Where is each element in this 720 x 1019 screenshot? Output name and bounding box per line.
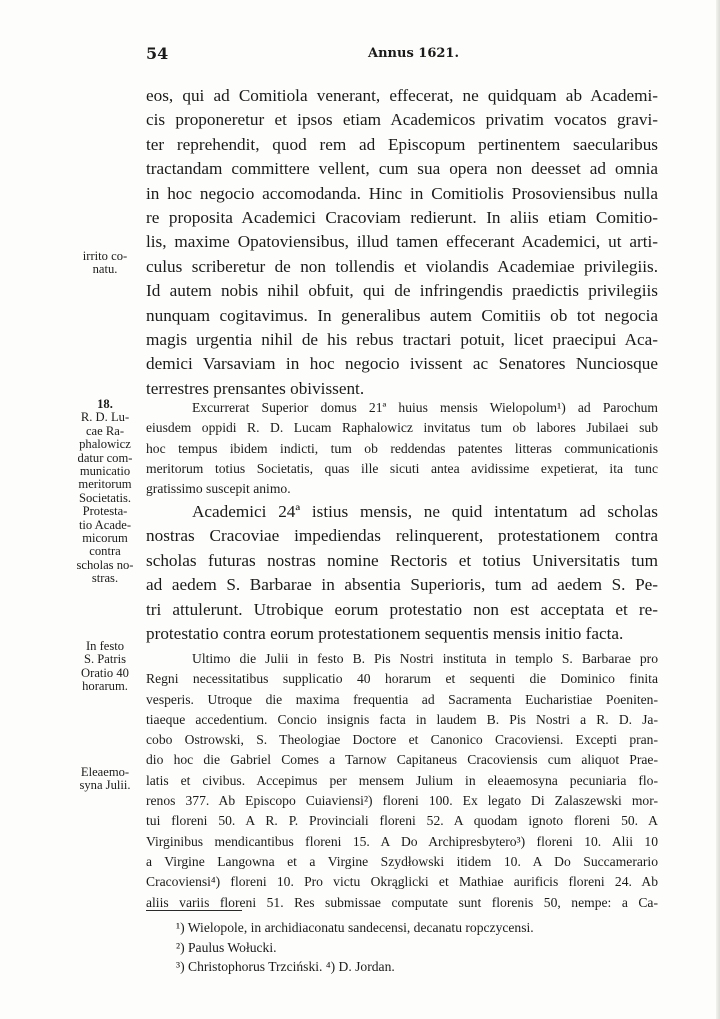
margin-note-irrito: [66, 250, 144, 277]
text-line: protestatio contra eorum protestationem sequentis mensis initio facta.: [146, 623, 624, 643]
text-line: vesperis. Utroque die maxima frequentia ad Sacramenta Eucharistiae Poeniten-: [146, 691, 658, 707]
paragraph-festo: [146, 649, 658, 913]
text-line: terrestres prensantes obivissent.: [146, 378, 365, 398]
text-line: tiaeque accedentium. Concio insignis facta in laudem B. Pis Nostri a R. D. Ja-: [146, 711, 658, 727]
margin-line: Protesta-: [82, 504, 128, 519]
text-line: in hoc negocio accomodanda. Hinc in Comitiolis Prosoviensibus nulla: [146, 183, 658, 203]
margin-line: datur com-: [77, 450, 133, 465]
margin-note-18: [66, 398, 144, 586]
text-line: Regni necessitatibus supplicatio 40 horarum et sequenti die Dominico finita: [146, 671, 658, 687]
text-line: Academici 24ª istius mensis, ne quid intentatum ad scholas: [192, 502, 658, 521]
paragraph-protestatio: [146, 500, 658, 646]
text-line: renos 377. Ab Episcopo Cuiaviensi²) floreni 100. Ex legato Di Zalaszewski mor-: [146, 793, 658, 809]
text-line: nunquam cogitavimus. In generalibus autem Comitiis ob tot negocia: [146, 305, 658, 325]
margin-line: syna Julii.: [79, 778, 131, 793]
margin-line: micorum: [82, 531, 128, 546]
margin-line: stras.: [91, 571, 119, 586]
text-line: Ultimo die Julii in festo B. Pis Nostri instituta in templo S. Barbarae pro: [192, 651, 658, 666]
margin-note-eleaemosyna: [66, 766, 144, 793]
text-line: Virginibus mendicantibus floreni 15. A Do Archipresbytero³) floreni 10. Alii 10: [146, 833, 658, 849]
text-line: tractandam committere vellent, cum sua opera non deesset ad omnia: [146, 159, 658, 179]
text-line: nostras Cracoviae impediendas relinquerent, protestationem contra: [146, 526, 658, 546]
margin-line: cae Ra-: [85, 423, 125, 438]
footnotes: [176, 918, 534, 977]
margin-section-number: 18.: [97, 397, 113, 411]
footnote-rule: [146, 910, 242, 911]
paragraph-wielopole: [146, 398, 658, 499]
margin-note-festo: [66, 640, 144, 694]
footnote: ²) Paulus Wołucki.: [176, 939, 277, 955]
margin-line: In festo: [85, 639, 125, 653]
text-line: gratissimo suscepit animo.: [146, 481, 291, 497]
text-line: cobo Ostrowski, S. Theologiae Doctore et Canonico Cracoviensi. Excepti pran-: [146, 732, 658, 748]
margin-line: contra: [89, 544, 121, 559]
margin-line: meritorum: [78, 477, 132, 492]
text-line: scholas futuras nostras nomine Rectoris et totius Universitatis tum: [146, 550, 658, 570]
text-line: magis urgentia nihil de his rebus tractari potuit, licet praecipui Aca-: [146, 329, 658, 349]
text-line: ter reprehendit, quod rem ad Episcopum pertinentem saecularibus: [146, 134, 658, 154]
text-line: eos, qui ad Comitiola venerant, effecerat, ne quidquam ab Academi-: [146, 86, 658, 105]
text-line: eiusdem oppidi R. D. Lucam Raphalowicz invitatus tum ob labores Jubilaei sub: [146, 420, 658, 436]
margin-line: natu.: [92, 262, 118, 277]
text-line: cis proponeretur et ipsos etiam Academicos privatim vocatos gravi-: [146, 110, 658, 130]
text-line: tri attulerunt. Utrobique eorum protestatio non est acceptata et re-: [146, 599, 658, 619]
text-line: aliis variis floreni 51. Res submissae computate sunt florenis 50, nempe: a Ca-: [146, 894, 658, 910]
paragraph-comitiola: [146, 84, 658, 401]
text-line: hoc tempus ibidem indicti, tum ob reddendas patentes litteras communicationis: [146, 440, 658, 456]
margin-line: Oratio 40: [81, 665, 129, 680]
text-line: Cracoviensi⁴) floreni 10. Pro victu Okrąglicki et Mathiae aurificis floreni 24. Ab: [146, 874, 658, 890]
margin-line: irrito co-: [82, 249, 128, 263]
page-edge-shadow: [716, 0, 720, 1019]
text-line: Id autem nobis nihil obfuit, qui de infringendis praedictis privilegiis: [146, 281, 658, 301]
text-line: ad aedem S. Barbarae in absentia Superioris, tum ad aedem S. Pe-: [146, 575, 658, 595]
text-line: tui floreni 50. A R. P. Provinciali floreni 52. A quodam ignoto floreni 50. A: [146, 813, 658, 829]
margin-line: municatio: [79, 464, 131, 479]
margin-line: Societatis.: [78, 490, 132, 505]
footnote: ³) Christophorus Trzciński. ⁴) D. Jordan.: [176, 959, 395, 975]
text-line: meritorum totius Societatis, quas ille sicuti antea avidissime expetierat, ita tunc: [146, 460, 658, 476]
text-line: Excurrerat Superior domus 21ª huius mensis Wielopolum¹) ad Parochum: [192, 400, 658, 415]
margin-line: Eleaemo-: [80, 765, 130, 779]
margin-line: phalowicz: [79, 437, 131, 452]
text-line: lis, maxime Opatoviensibus, illud tamen effecerant Academici, ut arti-: [146, 232, 658, 252]
running-head: Annus 1621.: [368, 46, 459, 61]
footnote: ¹) Wielopole, in archidiaconatu sandecensi, decanatu ropczycensi.: [176, 920, 534, 935]
margin-line: S. Patris: [84, 652, 126, 667]
text-line: latis et civibus. Accepimus per mensem Julium in eleaemosyna pecuniaria flo-: [146, 772, 658, 788]
text-line: re proposita Academici Cracoviam redierunt. In aliis etiam Comitio-: [146, 207, 658, 227]
text-line: demici Varsaviam in hoc negocio ivissent ac Senatores Nunciosque: [146, 354, 658, 374]
margin-line: tio Acade-: [78, 517, 132, 532]
margin-line: scholas no-: [76, 557, 134, 572]
margin-line: R. D. Lu-: [80, 410, 130, 425]
text-line: dio hoc die Gabriel Comes a Tarnow Capitaneus Cracoviensis cum aliquot Prae-: [146, 752, 658, 768]
page-header: [0, 44, 720, 66]
margin-line: horarum.: [82, 679, 128, 694]
text-line: culus scriberetur de non tollendis et violandis Academiae privilegiis.: [146, 256, 658, 276]
text-line: a Virgine Langowna et a Virgine Szydłowski itidem 10. A Do Succamerario: [146, 853, 658, 869]
page-number: 54: [146, 44, 169, 63]
